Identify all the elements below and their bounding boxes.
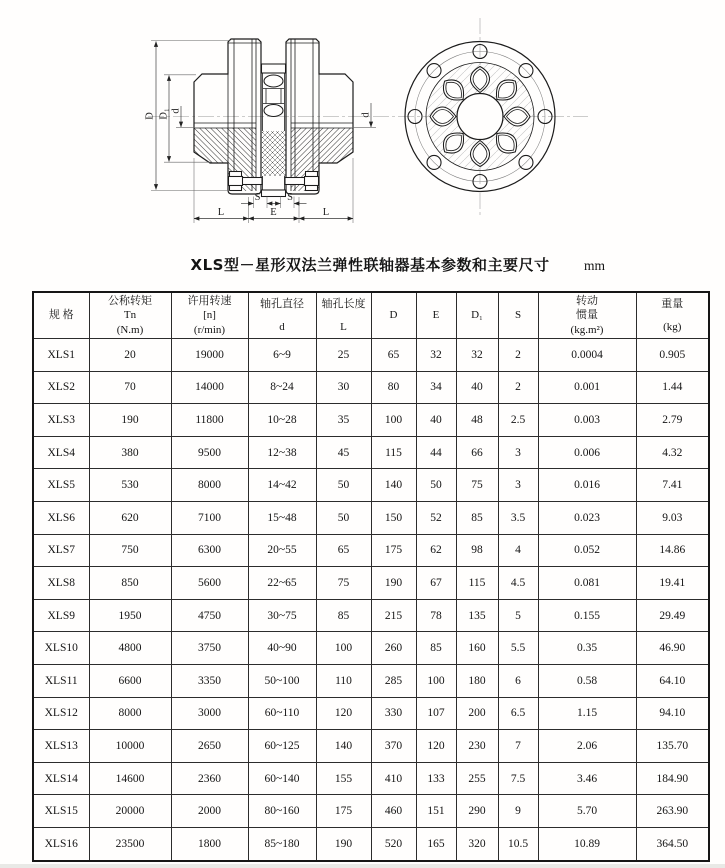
table-cell: 290: [456, 795, 498, 828]
row-label: XLS3: [33, 404, 89, 437]
table-cell: 200: [456, 697, 498, 730]
table-row: [33, 697, 709, 730]
header-row: [33, 292, 709, 339]
table-cell: 255: [456, 762, 498, 795]
table-cell: 133: [416, 762, 456, 795]
table-cell: 40: [416, 404, 456, 437]
table-cell: 12~38: [248, 436, 316, 469]
table-cell: 29.49: [636, 599, 709, 632]
table-cell: 3.5: [498, 501, 538, 534]
table-cell: 60~110: [248, 697, 316, 730]
table-cell: 2360: [171, 762, 248, 795]
table-cell: 107: [416, 697, 456, 730]
table-cell: 9: [498, 795, 538, 828]
table-cell: 5: [498, 599, 538, 632]
table-row: [33, 664, 709, 697]
table-cell: 0.58: [538, 664, 636, 697]
table-cell: 11800: [171, 404, 248, 437]
table-cell: 14600: [89, 762, 171, 795]
table-cell: 48: [456, 404, 498, 437]
table-row: [33, 339, 709, 372]
table-cell: 14.86: [636, 534, 709, 567]
table-cell: 184.90: [636, 762, 709, 795]
table-cell: 45: [316, 436, 371, 469]
table-cell: 260: [371, 632, 416, 665]
table-cell: 2: [498, 339, 538, 372]
table-cell: 50: [316, 469, 371, 502]
table-cell: 120: [416, 730, 456, 763]
row-label: XLS8: [33, 567, 89, 600]
coupling-drawings: [0, 0, 725, 250]
table-cell: 330: [371, 697, 416, 730]
table-cell: 46.90: [636, 632, 709, 665]
table-row: [33, 371, 709, 404]
table-cell: 520: [371, 827, 416, 860]
header-cell: E: [416, 292, 456, 339]
table-cell: 75: [316, 567, 371, 600]
row-label: XLS6: [33, 501, 89, 534]
table-cell: 98: [456, 534, 498, 567]
dim-label-L-left: L: [217, 207, 225, 218]
table-cell: 0.023: [538, 501, 636, 534]
table-cell: 75: [456, 469, 498, 502]
row-label: XLS7: [33, 534, 89, 567]
row-label: XLS11: [33, 664, 89, 697]
dim-label-D1: D₁: [158, 108, 170, 120]
table-cell: 62: [416, 534, 456, 567]
table-cell: 530: [89, 469, 171, 502]
table-cell: 4750: [171, 599, 248, 632]
table-cell: 3: [498, 436, 538, 469]
table-cell: 44: [416, 436, 456, 469]
row-label: XLS14: [33, 762, 89, 795]
table-cell: 40: [456, 371, 498, 404]
header-cell: S: [498, 292, 538, 339]
table-cell: 94.10: [636, 697, 709, 730]
table-cell: 80: [371, 371, 416, 404]
table-cell: 1.15: [538, 697, 636, 730]
dim-label-d-right: d: [360, 112, 372, 118]
table-cell: 285: [371, 664, 416, 697]
table-cell: 66: [456, 436, 498, 469]
dim-label-S-right: S: [287, 192, 293, 203]
table-cell: 50: [316, 501, 371, 534]
table-cell: 10000: [89, 730, 171, 763]
table-cell: 110: [316, 664, 371, 697]
table-cell: 3350: [171, 664, 248, 697]
row-label: XLS2: [33, 371, 89, 404]
table-cell: 140: [316, 730, 371, 763]
table-cell: 6300: [171, 534, 248, 567]
hatch-elastic-element: [262, 131, 286, 176]
dim-label-D: D: [144, 112, 156, 120]
row-label: XLS9: [33, 599, 89, 632]
row-label: XLS16: [33, 827, 89, 860]
table-cell: 0.052: [538, 534, 636, 567]
table-cell: 10~28: [248, 404, 316, 437]
table-cell: 100: [416, 664, 456, 697]
table-cell: 5.5: [498, 632, 538, 665]
header-cell: 轴孔长度 L: [316, 292, 371, 339]
table-cell: 155: [316, 762, 371, 795]
table-cell: 190: [316, 827, 371, 860]
table-row: [33, 827, 709, 860]
table-cell: 80~160: [248, 795, 316, 828]
table-cell: 14000: [171, 371, 248, 404]
table-cell: 6: [498, 664, 538, 697]
table-cell: 7.41: [636, 469, 709, 502]
table-cell: 2650: [171, 730, 248, 763]
table-cell: 20: [89, 339, 171, 372]
table-cell: 4800: [89, 632, 171, 665]
table-cell: 8000: [171, 469, 248, 502]
row-label: XLS15: [33, 795, 89, 828]
table-cell: 320: [456, 827, 498, 860]
spec-table: [32, 291, 710, 862]
header-cell: D₁: [456, 292, 498, 339]
row-label: XLS5: [33, 469, 89, 502]
table-cell: 1.44: [636, 371, 709, 404]
table-cell: 3000: [171, 697, 248, 730]
table-cell: 263.90: [636, 795, 709, 828]
table-cell: 1800: [171, 827, 248, 860]
header-cell: D: [371, 292, 416, 339]
table-cell: 215: [371, 599, 416, 632]
header-cell: 公称转矩 Tn (N.m): [89, 292, 171, 339]
table-cell: 115: [371, 436, 416, 469]
table-cell: 10.5: [498, 827, 538, 860]
table-cell: 19.41: [636, 567, 709, 600]
row-label: XLS13: [33, 730, 89, 763]
table-cell: 0.081: [538, 567, 636, 600]
table-cell: 230: [456, 730, 498, 763]
table-cell: 750: [89, 534, 171, 567]
table-cell: 78: [416, 599, 456, 632]
table-row: [33, 501, 709, 534]
table-cell: 22~65: [248, 567, 316, 600]
table-cell: 35: [316, 404, 371, 437]
row-label: XLS1: [33, 339, 89, 372]
row-label: XLS12: [33, 697, 89, 730]
table-cell: 160: [456, 632, 498, 665]
unit-label: mm: [584, 258, 606, 273]
table-row: [33, 599, 709, 632]
table-cell: 7: [498, 730, 538, 763]
header-cell: 轴孔直径 d: [248, 292, 316, 339]
table-cell: 100: [371, 404, 416, 437]
table-cell: 370: [371, 730, 416, 763]
table-cell: 150: [371, 501, 416, 534]
table-cell: 0.003: [538, 404, 636, 437]
dim-label-d-left: d: [170, 108, 182, 114]
table-cell: 151: [416, 795, 456, 828]
table-cell: 135.70: [636, 730, 709, 763]
row-label: XLS4: [33, 436, 89, 469]
table-cell: 0.001: [538, 371, 636, 404]
table-row: [33, 469, 709, 502]
table-cell: 85: [456, 501, 498, 534]
table-cell: 3750: [171, 632, 248, 665]
table-cell: 14~42: [248, 469, 316, 502]
table-cell: 2000: [171, 795, 248, 828]
table-cell: 85: [416, 632, 456, 665]
table-cell: 6600: [89, 664, 171, 697]
table-cell: 23500: [89, 827, 171, 860]
table-cell: 410: [371, 762, 416, 795]
table-cell: 60~140: [248, 762, 316, 795]
header-cell: 重量 (kg): [636, 292, 709, 339]
table-cell: 0.006: [538, 436, 636, 469]
table-cell: 34: [416, 371, 456, 404]
table-row: [33, 404, 709, 437]
table-row: [33, 730, 709, 763]
table-cell: 2.06: [538, 730, 636, 763]
dim-label-E: E: [270, 207, 277, 218]
front-view-drawing: [405, 18, 555, 217]
table-cell: 120: [316, 697, 371, 730]
table-cell: 10.89: [538, 827, 636, 860]
table-cell: 65: [316, 534, 371, 567]
hub-bore-circle: [457, 94, 503, 140]
table-cell: 9.03: [636, 501, 709, 534]
table-row: [33, 567, 709, 600]
table-cell: 8~24: [248, 371, 316, 404]
table-cell: 2.5: [498, 404, 538, 437]
spec-table-wrap: [32, 291, 710, 862]
table-cell: 9500: [171, 436, 248, 469]
header-cell: 许用转速 [n] (r/min): [171, 292, 248, 339]
table-cell: 0.35: [538, 632, 636, 665]
table-cell: 175: [316, 795, 371, 828]
table-cell: 65: [371, 339, 416, 372]
table-cell: 364.50: [636, 827, 709, 860]
table-row: [33, 795, 709, 828]
table-cell: 15~48: [248, 501, 316, 534]
table-cell: 7.5: [498, 762, 538, 795]
table-cell: 460: [371, 795, 416, 828]
table-cell: 380: [89, 436, 171, 469]
table-row: [33, 632, 709, 665]
dim-label-L-right: L: [322, 207, 330, 218]
page-title: XLS型－星形双法兰弹性联轴器基本参数和主要尺寸: [190, 256, 550, 274]
elastic-element-section: [262, 64, 286, 197]
table-cell: 67: [416, 567, 456, 600]
table-cell: 4.5: [498, 567, 538, 600]
table-cell: 30~75: [248, 599, 316, 632]
table-cell: 7100: [171, 501, 248, 534]
table-cell: 1950: [89, 599, 171, 632]
table-cell: 0.155: [538, 599, 636, 632]
table-cell: 30: [316, 371, 371, 404]
table-cell: 5.70: [538, 795, 636, 828]
table-cell: 6~9: [248, 339, 316, 372]
table-cell: 50~100: [248, 664, 316, 697]
table-cell: 6.5: [498, 697, 538, 730]
table-cell: 190: [371, 567, 416, 600]
table-row: [33, 762, 709, 795]
header-cell: 规 格: [33, 292, 89, 339]
table-cell: 32: [416, 339, 456, 372]
table-cell: 135: [456, 599, 498, 632]
row-label: XLS10: [33, 632, 89, 665]
table-cell: 115: [456, 567, 498, 600]
table-cell: 64.10: [636, 664, 709, 697]
table-cell: 20~55: [248, 534, 316, 567]
table-cell: 165: [416, 827, 456, 860]
table-cell: 2.79: [636, 404, 709, 437]
table-cell: 8000: [89, 697, 171, 730]
table-cell: 4.32: [636, 436, 709, 469]
table-cell: 50: [416, 469, 456, 502]
table-row: [33, 534, 709, 567]
table-cell: 32: [456, 339, 498, 372]
dim-label-S-left: S: [254, 192, 261, 203]
table-cell: 4: [498, 534, 538, 567]
table-cell: 0.0004: [538, 339, 636, 372]
table-cell: 52: [416, 501, 456, 534]
table-cell: 620: [89, 501, 171, 534]
table-cell: 140: [371, 469, 416, 502]
table-cell: 85: [316, 599, 371, 632]
table-cell: 70: [89, 371, 171, 404]
table-cell: 60~125: [248, 730, 316, 763]
table-cell: 25: [316, 339, 371, 372]
table-row: [33, 436, 709, 469]
table-cell: 85~180: [248, 827, 316, 860]
table-cell: 40~90: [248, 632, 316, 665]
table-cell: 180: [456, 664, 498, 697]
footer-strip: [0, 864, 725, 868]
table-cell: 3: [498, 469, 538, 502]
table-cell: 175: [371, 534, 416, 567]
table-cell: 5600: [171, 567, 248, 600]
table-cell: 100: [316, 632, 371, 665]
table-cell: 0.016: [538, 469, 636, 502]
header-cell: 转动 惯量 (kg.m²): [538, 292, 636, 339]
table-cell: 3.46: [538, 762, 636, 795]
table-cell: 20000: [89, 795, 171, 828]
table-cell: 19000: [171, 339, 248, 372]
table-cell: 850: [89, 567, 171, 600]
table-cell: 190: [89, 404, 171, 437]
table-cell: 2: [498, 371, 538, 404]
cross-section-drawing: [145, 39, 377, 223]
table-cell: 0.905: [636, 339, 709, 372]
